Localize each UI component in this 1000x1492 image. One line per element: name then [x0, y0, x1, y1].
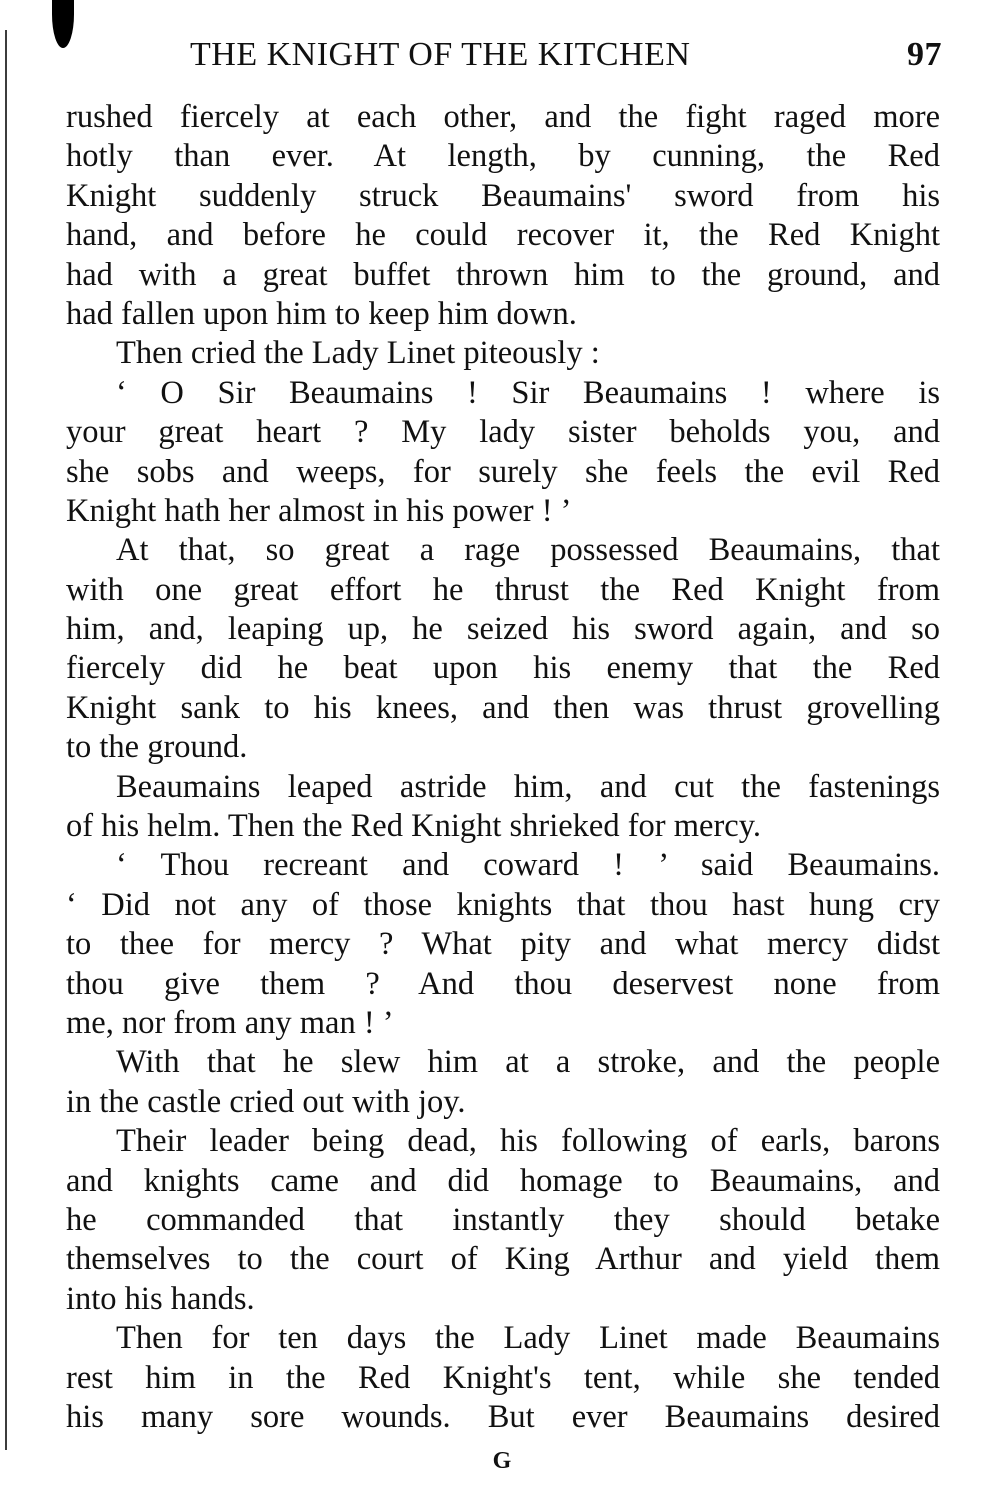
text-line: Knight hath her almost in his power ! ’ [66, 492, 572, 529]
text-line: With that he slew him at a stroke, and the people [116, 1044, 940, 1081]
text-line: Then cried the Lady Linet piteously : [116, 335, 600, 372]
text-line: ‘ Thou recreant and coward ! ’ said Beaumains. [116, 847, 940, 884]
page-number: 97 [907, 36, 942, 73]
text-line: she sobs and weeps, for surely she feels the evil Red [66, 453, 940, 490]
text-line: ‘ Did not any of those knights that thou hast hung cry [66, 886, 940, 923]
text-line: rushed fiercely at each other, and the fight raged more [66, 99, 940, 135]
text-line: me, nor from any man ! ’ [66, 1004, 394, 1041]
text-line: Then for ten days the Lady Linet made Beaumains [116, 1320, 940, 1357]
signature-mark: G [492, 1448, 512, 1474]
text-line: of his helm. Then the Red Knight shrieked for mercy. [66, 808, 761, 845]
ink-blot [52, 0, 74, 48]
text-line: thou give them ? And thou deservest none from [66, 965, 940, 1002]
text-line: At that, so great a rage possessed Beaumains, that [116, 532, 940, 569]
text-line: your great heart ? My lady sister beholds you, and [66, 414, 940, 451]
text-line: fiercely did he beat upon his enemy that the Red [66, 650, 940, 687]
text-line: to the ground. [66, 729, 248, 766]
text-line: ‘ O Sir Beaumains ! Sir Beaumains ! where is [116, 374, 940, 411]
text-line: to thee for mercy ? What pity and what mercy didst [66, 926, 940, 963]
text-line: his many sore wounds. But ever Beaumains desired [66, 1398, 940, 1435]
text-line: themselves to the court of King Arthur and yield them [66, 1241, 940, 1278]
text-line: Their leader being dead, his following of earls, barons [116, 1123, 940, 1160]
text-line: him, and, leaping up, he seized his sword again, and so [66, 611, 940, 648]
text-line: rest him in the Red Knight's tent, while she tended [66, 1359, 940, 1396]
text-line: had with a great buffet thrown him to the ground, and [66, 256, 940, 293]
text-line: Knight sank to his knees, and then was thrust grovelling [66, 689, 940, 726]
text-line: hotly than ever. At length, by cunning, the Red [66, 138, 940, 175]
text-line: had fallen upon him to keep him down. [66, 295, 577, 332]
text-line: Knight suddenly struck Beaumains' sword from his [66, 177, 940, 214]
body-text [66, 98, 940, 1437]
text-line: in the castle cried out with joy. [66, 1083, 466, 1120]
running-title: THE KNIGHT OF THE KITCHEN [190, 36, 691, 73]
text-line: with one great effort he thrust the Red Knight from [66, 571, 940, 608]
page-header [190, 30, 942, 80]
text-line: and knights came and did homage to Beaumains, and [66, 1162, 940, 1199]
text-line: into his hands. [66, 1280, 255, 1317]
text-line: Beaumains leaped astride him, and cut the fastenings [116, 768, 940, 805]
text-line: hand, and before he could recover it, the Red Knight [66, 217, 940, 254]
binding-edge-line [5, 30, 7, 1450]
text-line: he commanded that instantly they should betake [66, 1201, 940, 1238]
